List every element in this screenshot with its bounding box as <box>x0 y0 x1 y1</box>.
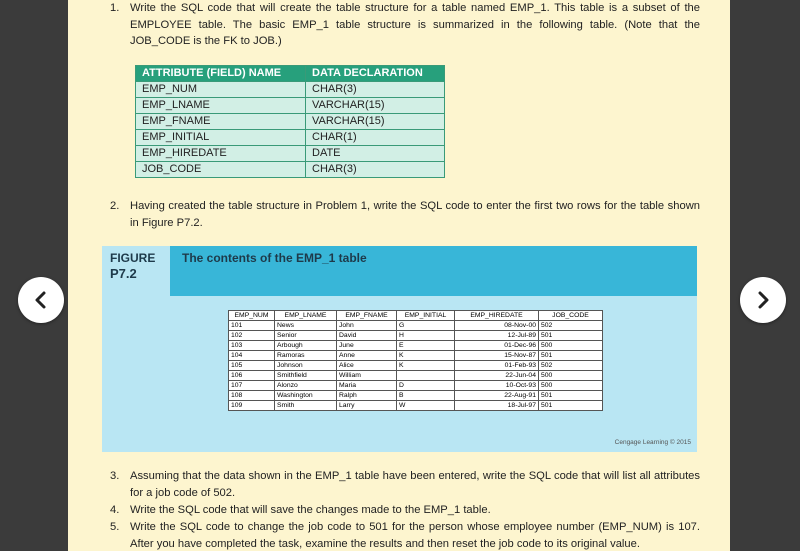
chevron-left-icon <box>31 290 51 310</box>
figure-p7-2 <box>102 246 697 452</box>
emp-header-cell: JOB_CODE <box>539 311 603 321</box>
question-text: Write the SQL code that will create the table structure for a table named EMP_1. This table is a subset of the EMPLOYEE table. The basic EMP_1 table structure is summarized in the following table. (Note that the JOB_CODE is the FK to JOB.) <box>130 2 700 47</box>
emp-fname-cell: June <box>337 341 397 351</box>
next-page-button[interactable] <box>740 277 786 323</box>
question-number: 5. <box>110 521 120 533</box>
emp-job-code-cell: 500 <box>539 341 603 351</box>
emp-fname-cell: Anne <box>337 351 397 361</box>
emp-fname-cell: Alice <box>337 361 397 371</box>
table-row <box>229 321 603 331</box>
figure-credit: Cengage Learning © 2015 <box>614 439 691 446</box>
question-number: 2. <box>110 200 120 212</box>
emp-job-code-cell: 501 <box>539 351 603 361</box>
emp-lname-cell: News <box>275 321 337 331</box>
attr-type-cell: CHAR(1) <box>306 130 445 146</box>
emp-lname-cell: Ramoras <box>275 351 337 361</box>
emp-initial-cell: B <box>397 391 455 401</box>
figure-title: The contents of the EMP_1 table <box>182 251 367 265</box>
question-number: 3. <box>110 470 120 482</box>
emp-header-cell: EMP_NUM <box>229 311 275 321</box>
emp-header-cell: EMP_LNAME <box>275 311 337 321</box>
emp-hiredate-cell: 22-Aug-91 <box>455 391 539 401</box>
emp-num-cell: 108 <box>229 391 275 401</box>
emp-hiredate-cell: 01-Dec-96 <box>455 341 539 351</box>
emp-fname-cell: Ralph <box>337 391 397 401</box>
figure-header <box>170 246 697 296</box>
attr-type-cell: CHAR(3) <box>306 82 445 98</box>
emp-initial-cell: W <box>397 401 455 411</box>
emp-hiredate-cell: 15-Nov-87 <box>455 351 539 361</box>
emp-table-image <box>228 310 602 411</box>
emp-header-cell: EMP_FNAME <box>337 311 397 321</box>
question-text: Write the SQL code that will save the changes made to the EMP_1 table. <box>130 504 491 516</box>
figure-word: FIGURE <box>110 251 156 265</box>
attr-name-cell: EMP_NUM <box>136 82 306 98</box>
table-row <box>229 391 603 401</box>
emp-num-cell: 107 <box>229 381 275 391</box>
emp-fname-cell: Larry <box>337 401 397 411</box>
emp-header-cell: EMP_HIREDATE <box>455 311 539 321</box>
emp-hiredate-cell: 01-Feb-93 <box>455 361 539 371</box>
attr-name-cell: JOB_CODE <box>136 162 306 178</box>
figure-label <box>102 246 170 296</box>
emp-num-cell: 102 <box>229 331 275 341</box>
previous-page-button[interactable] <box>18 277 64 323</box>
attr-name-cell: EMP_INITIAL <box>136 130 306 146</box>
table-row <box>229 361 603 371</box>
emp-job-code-cell: 501 <box>539 401 603 411</box>
emp-num-cell: 109 <box>229 401 275 411</box>
emp-lname-cell: Senior <box>275 331 337 341</box>
emp-job-code-cell: 501 <box>539 331 603 341</box>
attr-header-name: ATTRIBUTE (FIELD) NAME <box>136 66 306 82</box>
emp-fname-cell: David <box>337 331 397 341</box>
emp-initial-cell: D <box>397 381 455 391</box>
table-row <box>229 381 603 391</box>
table-row <box>136 114 445 130</box>
table-row <box>136 82 445 98</box>
emp-num-cell: 105 <box>229 361 275 371</box>
emp-hiredate-cell: 18-Jul-97 <box>455 401 539 411</box>
emp-lname-cell: Washington <box>275 391 337 401</box>
emp-lname-cell: Smithfield <box>275 371 337 381</box>
table-row <box>136 130 445 146</box>
attr-type-cell: DATE <box>306 146 445 162</box>
table-row <box>229 351 603 361</box>
attr-type-cell: VARCHAR(15) <box>306 98 445 114</box>
attr-type-cell: CHAR(3) <box>306 162 445 178</box>
emp-initial-cell: K <box>397 361 455 371</box>
emp-header-cell: EMP_INITIAL <box>397 311 455 321</box>
emp-fname-cell: John <box>337 321 397 331</box>
attr-name-cell: EMP_LNAME <box>136 98 306 114</box>
emp-fname-cell: William <box>337 371 397 381</box>
table-row <box>136 162 445 178</box>
attr-header-declaration: DATA DECLARATION <box>306 66 445 82</box>
attr-type-cell: VARCHAR(15) <box>306 114 445 130</box>
question-number: 1. <box>110 2 120 14</box>
emp-lname-cell: Johnson <box>275 361 337 371</box>
table-row <box>229 341 603 351</box>
question-text: Having created the table structure in Problem 1, write the SQL code to enter the first two rows for the table shown in Figure P7.2. <box>130 200 700 229</box>
emp-initial-cell: H <box>397 331 455 341</box>
emp-job-code-cell: 502 <box>539 361 603 371</box>
emp-fname-cell: Maria <box>337 381 397 391</box>
emp-job-code-cell: 500 <box>539 371 603 381</box>
table-row <box>229 401 603 411</box>
emp-1-table <box>228 310 603 411</box>
table-row <box>136 98 445 114</box>
question-text: Assuming that the data shown in the EMP_1 table have been entered, write the SQL code that will list all attributes for a job code of 502. <box>130 470 700 499</box>
emp-hiredate-cell: 22-Jun-04 <box>455 371 539 381</box>
emp-initial-cell <box>397 371 455 381</box>
question-text: Write the SQL code to change the job code to 501 for the person whose employee number (EMP_NUM) is 107. After you have completed the task, examine the results and then reset the job code to its original value. <box>130 521 700 550</box>
emp-initial-cell: E <box>397 341 455 351</box>
emp-job-code-cell: 501 <box>539 391 603 401</box>
question-number: 4. <box>110 504 120 516</box>
table-row <box>229 331 603 341</box>
emp-lname-cell: Smith <box>275 401 337 411</box>
emp-lname-cell: Alonzo <box>275 381 337 391</box>
emp-initial-cell: K <box>397 351 455 361</box>
attr-name-cell: EMP_FNAME <box>136 114 306 130</box>
figure-number: P7.2 <box>110 266 137 281</box>
chevron-right-icon <box>753 290 773 310</box>
emp-num-cell: 103 <box>229 341 275 351</box>
emp-hiredate-cell: 12-Jul-89 <box>455 331 539 341</box>
emp-lname-cell: Arbough <box>275 341 337 351</box>
emp-job-code-cell: 500 <box>539 381 603 391</box>
emp-hiredate-cell: 10-Oct-93 <box>455 381 539 391</box>
emp-num-cell: 106 <box>229 371 275 381</box>
document-page <box>68 0 730 551</box>
emp-initial-cell: G <box>397 321 455 331</box>
attr-name-cell: EMP_HIREDATE <box>136 146 306 162</box>
table-row <box>136 146 445 162</box>
attribute-table <box>135 65 445 178</box>
emp-num-cell: 101 <box>229 321 275 331</box>
emp-num-cell: 104 <box>229 351 275 361</box>
emp-hiredate-cell: 08-Nov-00 <box>455 321 539 331</box>
emp-job-code-cell: 502 <box>539 321 603 331</box>
table-row <box>229 371 603 381</box>
